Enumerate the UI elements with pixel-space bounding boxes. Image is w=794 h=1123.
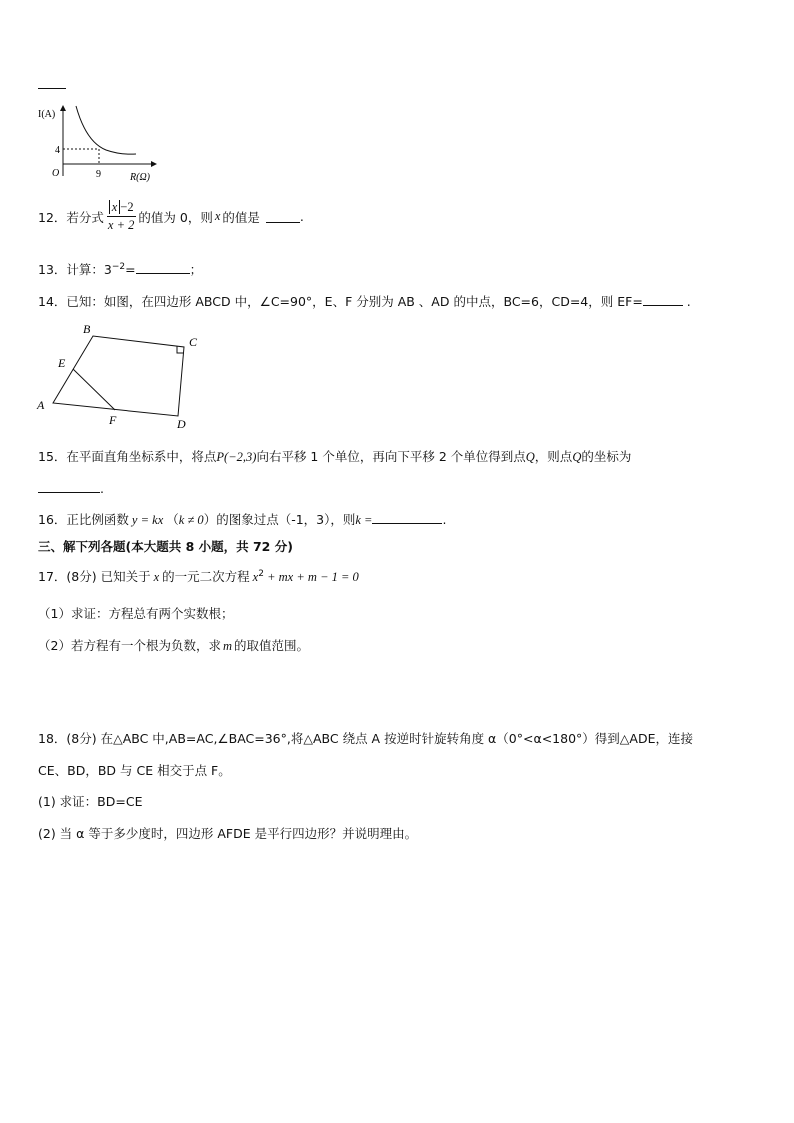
label-a: A <box>37 398 45 412</box>
y-tick-4: 4 <box>55 145 60 156</box>
q15-q1: Q <box>525 450 535 464</box>
q12-text-b: 的值为 0，则 <box>138 209 213 225</box>
q15-text-d: 的坐标为 <box>581 449 632 464</box>
q15-end: . <box>100 481 104 496</box>
answer-blank-prev <box>38 88 66 89</box>
q15-q2: Q <box>572 450 582 464</box>
label-d: D <box>177 417 186 431</box>
q14-text: 14．已知：如图，在四边形 ABCD 中，∠C=90°，E、F 分别为 AB 、AD 的中点，BC=6，CD=4，则 EF= <box>38 294 643 309</box>
q13-text-a: 13．计算：3 <box>38 262 112 277</box>
q15-answer-line <box>38 480 104 496</box>
label-b: B <box>83 322 91 336</box>
q13-exponent: −2 <box>111 261 126 272</box>
question-12 <box>38 200 304 233</box>
q12-var: x <box>214 209 221 223</box>
q16-text-b: （ <box>166 512 179 527</box>
q17-eq-sup: 2 <box>258 568 264 579</box>
question-18-line-2: CE、BD，BD 与 CE 相交于点 F。 <box>38 763 231 778</box>
q17-eq-b: + mx + m − 1 = 0 <box>263 570 359 584</box>
q18-part-2: (2) 当 α 等于多少度时，四边形 AFDE 是平行四边形？并说明理由。 <box>38 826 418 841</box>
q12-answer-blank[interactable] <box>266 210 300 223</box>
q12-fraction <box>106 200 136 233</box>
q16-var: k = <box>355 513 373 527</box>
y-axis-label: I(A) <box>38 109 56 120</box>
hyperbola-curve <box>76 106 136 154</box>
q16-answer-blank[interactable] <box>372 511 442 524</box>
q16-cond: k ≠ 0 <box>178 513 204 527</box>
x-axis-label: R(Ω) <box>130 172 150 183</box>
section-3-heading: 三、解下列各题(本大题共 8 小题，共 72 分) <box>38 539 293 554</box>
q13-answer-blank[interactable] <box>136 261 190 274</box>
q17-part-2 <box>38 636 309 654</box>
q16-text-a: 16．正比例函数 <box>38 512 129 527</box>
q15-text-c: ，则点 <box>534 449 573 464</box>
q12-text-c: 的值是 <box>222 209 260 225</box>
label-f: F <box>109 413 117 427</box>
question-17 <box>38 567 359 585</box>
q18-part-1: (1) 求证：BD=CE <box>38 794 143 809</box>
label-e: E <box>58 356 66 370</box>
question-14 <box>38 292 691 310</box>
q17-part-1: （1）求证：方程总有两个实数根； <box>38 606 234 621</box>
q17-part2-b: 的取值范围。 <box>234 638 310 653</box>
q17-text-a: 17．(8分) 已知关于 <box>38 569 151 584</box>
q15-point: P(−2,3) <box>216 450 257 464</box>
q12-end: . <box>299 209 304 224</box>
current-resistance-graph <box>36 100 166 186</box>
q14-end: . <box>686 294 691 309</box>
segment-ef <box>73 369 115 410</box>
origin-label: O <box>52 168 60 179</box>
q14-answer-blank[interactable] <box>643 293 683 306</box>
label-c: C <box>189 335 198 349</box>
question-13 <box>38 260 202 278</box>
quadrilateral-figure <box>34 320 210 432</box>
q13-text-b: = <box>125 262 136 277</box>
q17-text-b: 的一元二次方程 <box>162 569 250 584</box>
q13-end: ； <box>189 262 203 277</box>
question-18-line-1: 18．(8分) 在△ABC 中,AB=AC,∠BAC=36°,将△ABC 绕点 A 按逆时针旋转角度 α（0°<α<180°）得到△ADE，连接 <box>38 731 693 746</box>
q16-func: y = kx <box>131 513 164 527</box>
question-15 <box>38 447 631 465</box>
question-16 <box>38 510 446 528</box>
q17-eq-a: x <box>252 570 259 584</box>
q12-abs: x <box>109 200 121 214</box>
q17-var: x <box>153 570 160 584</box>
q17-part2-a: （2）若方程有一个根为负数，求 <box>38 638 221 653</box>
q16-end: . <box>442 512 447 527</box>
q15-text-a: 15．在平面直角坐标系中，将点 <box>38 449 217 464</box>
q12-text-a: 12．若分式 <box>38 209 104 225</box>
q16-text-c: ）的图象过点（-1，3），则 <box>203 512 356 527</box>
q15-answer-blank[interactable] <box>38 480 100 493</box>
x-tick-9: 9 <box>96 169 101 180</box>
q12-den: x + 2 <box>107 218 135 232</box>
q15-text-b: 向右平移 1 个单位，再向下平移 2 个单位得到点 <box>256 449 526 464</box>
q12-num-rest: −2 <box>120 200 134 214</box>
q17-part2-var: m <box>222 639 232 653</box>
quadrilateral-abcd <box>53 336 184 416</box>
